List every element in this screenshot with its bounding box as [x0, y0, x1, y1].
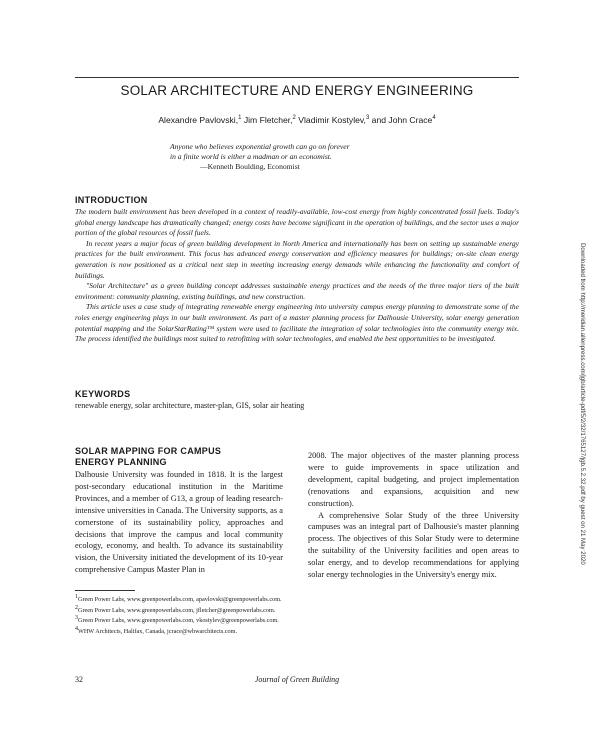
author-affiliation-mark: 4	[432, 115, 436, 122]
journal-name: Journal of Green Building	[254, 675, 340, 684]
epigraph	[170, 142, 470, 172]
right-column	[308, 450, 519, 581]
footnote-number: 4	[75, 626, 78, 633]
footnote	[75, 616, 395, 627]
heading-line: SOLAR MAPPING FOR CAMPUS	[75, 446, 222, 456]
epigraph-attribution: —Kenneth Boulding, Economist	[200, 162, 300, 171]
footnotes	[75, 595, 395, 638]
heading-line: ENERGY PLANNING	[75, 457, 167, 467]
footnote-text: Green Power Labs, www.greenpowerlabs.com, jfletcher@greenpowerlabs.com.	[78, 606, 276, 614]
introduction-paragraph: "Solar Architecture" as a green building concept addresses sustainable energy practices and the needs of the three major tiers of the built environment: community planning, existing buildings, and new construction.	[75, 281, 519, 301]
left-column	[75, 446, 283, 576]
footnote	[75, 595, 395, 606]
footnote-rule	[75, 590, 135, 591]
footnote-number: 2	[75, 604, 78, 611]
author-list	[75, 115, 519, 125]
author-name: Jim Fletcher,	[241, 115, 293, 125]
solar-mapping-heading	[75, 446, 283, 468]
introduction-heading: INTRODUCTION	[75, 195, 148, 205]
author-name: Alexandre Pavlovski,	[158, 115, 239, 125]
footnote-number: 3	[75, 615, 78, 622]
download-notice: Downloaded from http://meridian.allenpress.com/jgb/article-pdf/5/2/32/1765127/jgb.5.2.32.pdf by guest on 21 May 2020	[579, 243, 586, 565]
footnote	[75, 606, 395, 617]
introduction-body	[75, 207, 519, 345]
footnote-text: Green Power Labs, www.greenpowerlabs.com, apavlovski@greenpowerlabs.com.	[78, 596, 282, 603]
footnote	[75, 627, 395, 638]
footnote-text: WHW Architects, Halifax, Canada, jcrace@whwarchitects.com.	[78, 628, 238, 636]
introduction-paragraph: This article uses a case study of integrating renewable energy engineering into university campus energy planning to demonstrate some of the roles energy engineering plays in our built environment. As part of a master planning process for Dalhousie University, solar energy generation potential mapping and the SolarStarRating™ system were used to facilitate the integration of solar technologies into the community energy mix. The process identified the buildings most suited to retrofitting with solar technologies, and enabled the best opportunities to be investigated.	[75, 302, 519, 344]
author-affiliation-mark: 1	[238, 115, 242, 122]
author-name: Vladimir Kostylev,	[295, 115, 366, 125]
author-affiliation-mark: 2	[292, 115, 296, 122]
introduction-paragraph: The modern built environment has been developed in a context of readily-available, low-cost energy from highly concentrated fossil fuels. Today's global energy landscape has dramatically changed; energy costs have become significant in the operation of buildings, and the sector uses a major portion of the global resources of fossil fuels.	[75, 207, 519, 238]
introduction-paragraph: In recent years a major focus of green building development in North America and internationally has been on setting up sustainable energy practices for the built environment. This focus has advanced energy conservation and efficiency measures for buildings; on-site clean energy generation is now positioned as a critical next step in meeting increasing energy demands while enhancing the functionality and comfort of buildings.	[75, 238, 519, 280]
top-rule	[75, 77, 519, 78]
author-name: and John Crace	[369, 115, 433, 125]
keywords-text: renewable energy, solar architecture, master-plan, GIS, solar air heating	[75, 401, 305, 410]
body-paragraph: A comprehensive Solar Study of the three University campuses was an integral part of Dalhousie's master planning process. The objectives of this Solar Study were to determine the suitability of the University facilities and open areas to solar energy, and to develop recommendations for applying solar energy technologies in the University's energy mix.	[308, 510, 519, 580]
author-affiliation-mark: 3	[365, 115, 370, 122]
footnote-text: Green Power Labs, www.greenpowerlabs.com, vkostylev@greenpowerlabs.com.	[78, 617, 279, 625]
keywords-heading: KEYWORDS	[75, 389, 131, 399]
epigraph-line: Anyone who believes exponential growth can go on forever	[170, 142, 350, 151]
page-number: 32	[75, 675, 83, 684]
body-paragraph: 2008. The major objectives of the master planning process were to guide improvements in space utilization and development, capital budgeting, and project implementation (renovations and expansions, acquisition and new construction).	[308, 451, 519, 508]
article-title: SOLAR ARCHITECTURE AND ENERGY ENGINEERING	[120, 83, 474, 98]
footnote-number: 1	[75, 593, 78, 600]
epigraph-line: in a finite world is either a madman or an economist.	[170, 152, 332, 161]
body-paragraph: Dalhousie University was founded in 1818. It is the largest post-secondary educational institution in the Maritime Provinces, and a member of G13, a group of leading research-intensive universities in Canada. The University supports, as a cornerstone of its sustainability policy, approaches and decisions that improve the campus and local community ecology, economy, and health. To advance its sustainability vision, the University initiated the development of its 10-year comprehensive Campus Master Plan in	[75, 470, 283, 575]
